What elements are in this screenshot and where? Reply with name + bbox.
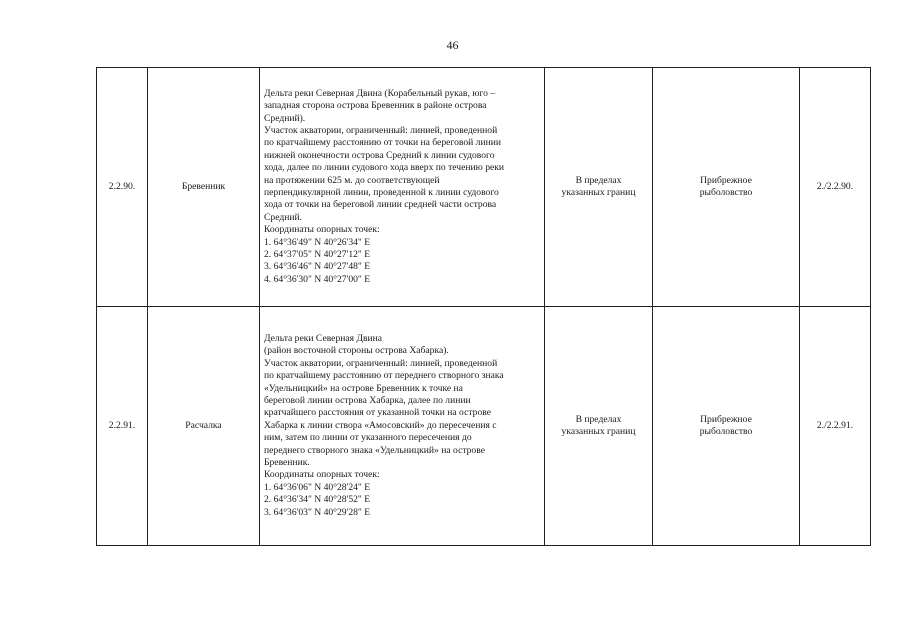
bounds-line: указанных границ (561, 187, 636, 198)
area-code-cell: 2./2.2.90. (800, 68, 871, 307)
bounds-cell (545, 307, 653, 546)
coordinate-line: 4. 64°36'30" N 40°27'00" E (264, 273, 371, 285)
table-row (97, 307, 871, 546)
coordinate-line: 3. 64°36'03" N 40°29'28" E (264, 506, 371, 518)
area-description-cell (260, 68, 545, 307)
area-code-cell: 2./2.2.91. (800, 307, 871, 546)
description-line: переднего створного знака «Удельницкий» на острове (264, 444, 485, 456)
page-number: 46 (446, 38, 459, 52)
fishing-areas-table (96, 67, 871, 546)
fishing-type-cell (653, 307, 800, 546)
description-line: Средний. (264, 211, 303, 223)
bounds-cell (545, 68, 653, 307)
description-line: Хабарка к линии створа «Амосовский» до пересечения с (264, 419, 497, 431)
description-line: Координаты опорных точек: (264, 224, 380, 236)
description-line: по кратчайшему расстоянию от точки на береговой линии (264, 137, 501, 149)
description-line: по кратчайшему расстоянию от переднего створного знака (264, 370, 504, 382)
bounds-line: В пределах (575, 174, 622, 186)
description-line: Дельта реки Северная Двина (264, 332, 383, 344)
description-line: «Удельницкий» на острове Бревенник к точке на (264, 382, 463, 394)
description-line: береговой линии острова Хабарка, далее по линии (264, 394, 471, 406)
area-name-cell: Расчалка (148, 307, 260, 546)
description-line: Участок акватории, ограниченный: линией, проведенной (264, 357, 498, 369)
area-name-cell: Бревенник (148, 68, 260, 307)
description-line: Бревенник. (264, 457, 310, 469)
description-line: Участок акватории, ограниченный: линией, проведенной (264, 124, 498, 136)
fishing-type-line: рыболовство (699, 426, 753, 437)
row-number-cell: 2.2.91. (97, 307, 148, 546)
coordinate-line: 1. 64°36'49" N 40°26'34" E (264, 236, 371, 248)
description-line: Координаты опорных точек: (264, 469, 380, 481)
description-line: нижней оконечности острова Средний к линии судового (264, 149, 495, 161)
description-line: (район восточной стороны острова Хабарка). (264, 345, 449, 357)
coordinate-line: 2. 64°37'05" N 40°27'12" E (264, 249, 371, 261)
area-description-cell (260, 307, 545, 546)
fishing-type-line: Прибрежное (700, 174, 752, 186)
bounds-line: указанных границ (561, 426, 636, 437)
description-line: кратчайшего расстояния от указанной точки на острове (264, 407, 491, 419)
description-line: на протяжении 625 м. до соответствующей (264, 174, 440, 186)
row-number-cell: 2.2.90. (97, 68, 148, 307)
description-line: хода, далее по линии судового хода вверх по течению реки (264, 162, 505, 174)
description-line: Дельта реки Северная Двина (Корабельный рукав, юго – (264, 87, 496, 99)
fishing-type-line: Прибрежное (700, 413, 752, 425)
coordinate-line: 1. 64°36'06" N 40°28'24" E (264, 481, 371, 493)
coordinate-line: 3. 64°36'46" N 40°27'48" E (264, 261, 371, 273)
table-row (97, 68, 871, 307)
coordinate-line: 2. 64°36'34" N 40°28'52" E (264, 494, 371, 506)
fishing-type-cell (653, 68, 800, 307)
description-line: западная сторона острова Бревенник в районе острова (264, 100, 487, 112)
fishing-type-line: рыболовство (699, 187, 753, 198)
bounds-line: В пределах (575, 413, 622, 425)
description-line: хода от точки на береговой линии средней части острова (264, 199, 497, 211)
description-line: Средний). (264, 112, 306, 124)
description-line: ним, затем по линии от указанного пересечения до (264, 432, 472, 444)
description-line: перпендикулярной линии, проведенной к линии судового (264, 187, 499, 198)
